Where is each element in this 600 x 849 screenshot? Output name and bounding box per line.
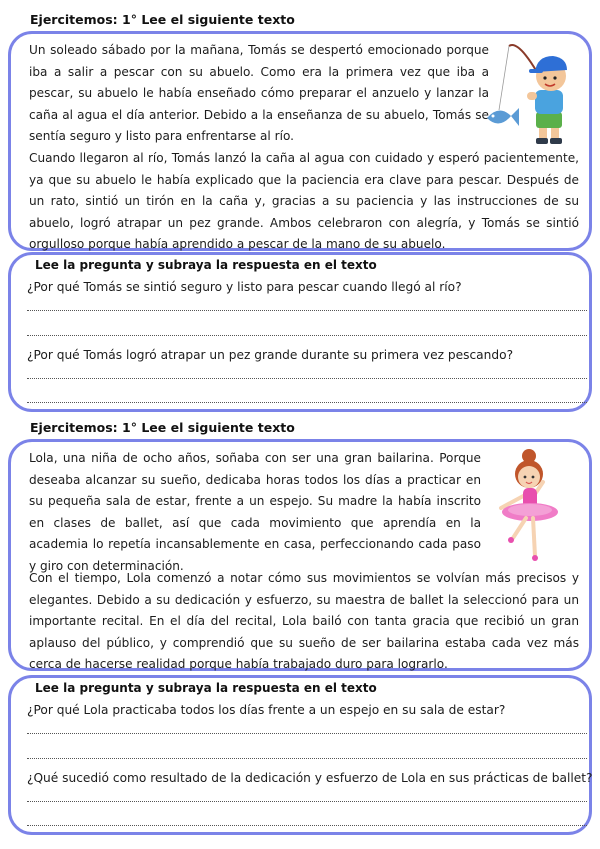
answer-line[interactable]	[27, 733, 587, 734]
story1-box	[8, 31, 592, 251]
question-1-1: ¿Por qué Tomás se sintió seguro y listo para pescar cuando llegó al río?	[27, 280, 462, 294]
answer-line[interactable]	[27, 801, 587, 802]
section2-heading: Ejercitemos: 1° Lee el siguiente texto	[30, 420, 295, 435]
story2-box	[8, 439, 592, 671]
story1-paragraph-2: Cuando llegaron al río, Tomás lanzó la caña al agua con cuidado y esperó pacientemente, ya que su abuelo le había explicado que la paciencia era clave para pescar. Después de un rato, sintió un tirón en la caña y, gracias a su paciencia y las instrucciones de su abuelo, logró atrapar un pez grande. Ambos celebraron con alegría, y Tomás se sintió orgulloso porque había aprendido a pescar de la mano de su abuelo.	[29, 151, 579, 251]
answer-line[interactable]	[27, 335, 587, 336]
question-2-1: ¿Por qué Lola practicaba todos los días frente a un espejo en su sala de estar?	[27, 703, 506, 717]
story2-paragraph-2: Con el tiempo, Lola comenzó a notar cómo sus movimientos se volvían más precisos y elegantes. Debido a su dedicación y esfuerzo, su maestra de ballet la seleccionó para un importante recital. En el día del recital, Lola bailó con tanta gracia que recibió un gran aplauso del público, y comprendió que su sueño de ser bailarina estaba cada vez más cerca de hacerse realidad porque había trabajado duro para lograrlo.	[29, 571, 579, 671]
story2-paragraph-1: Lola, una niña de ocho años, soñaba con ser una gran bailarina. Porque deseaba alcanzar su sueño, dedicaba horas todos los días a practicar en su pequeña sala de estar, frente a un espejo. Su madre la había inscrito en clases de ballet, así que cada movimiento que aprendía en la academia lo repetía incansablemente en casa, perfeccionando cada paso y giro con determinación.	[29, 451, 481, 573]
question-1-2: ¿Por qué Tomás logró atrapar un pez grande durante su primera vez pescando?	[27, 348, 514, 362]
section1-heading: Ejercitemos: 1° Lee el siguiente texto	[30, 12, 295, 27]
questions1-box	[8, 252, 592, 412]
answer-line[interactable]	[27, 402, 587, 403]
answer-line[interactable]	[27, 310, 587, 311]
boy-fishing-illustration	[481, 38, 577, 148]
questions1-instruction: Lee la pregunta y subraya la respuesta en el texto	[35, 258, 377, 272]
story1-paragraph-1: Un soleado sábado por la mañana, Tomás se despertó emocionado porque iba a salir a pescar con su abuelo. Como era la primera vez que iba a pescar, su abuelo le había enseñado cómo preparar el anzuelo y lanzar la caña al agua el día anterior. Debido a la enseñanza de su abuelo, Tomás se sentía seguro y listo para enfrentarse al río.	[29, 43, 489, 143]
answer-line[interactable]	[27, 378, 587, 379]
question-2-2: ¿Qué sucedió como resultado de la dedicación y esfuerzo de Lola en sus prácticas de ballet?	[27, 771, 593, 785]
answer-line[interactable]	[27, 825, 587, 826]
answer-line[interactable]	[27, 758, 587, 759]
questions2-box	[8, 675, 592, 835]
questions2-instruction: Lee la pregunta y subraya la respuesta en el texto	[35, 681, 377, 695]
ballerina-illustration	[483, 448, 573, 566]
